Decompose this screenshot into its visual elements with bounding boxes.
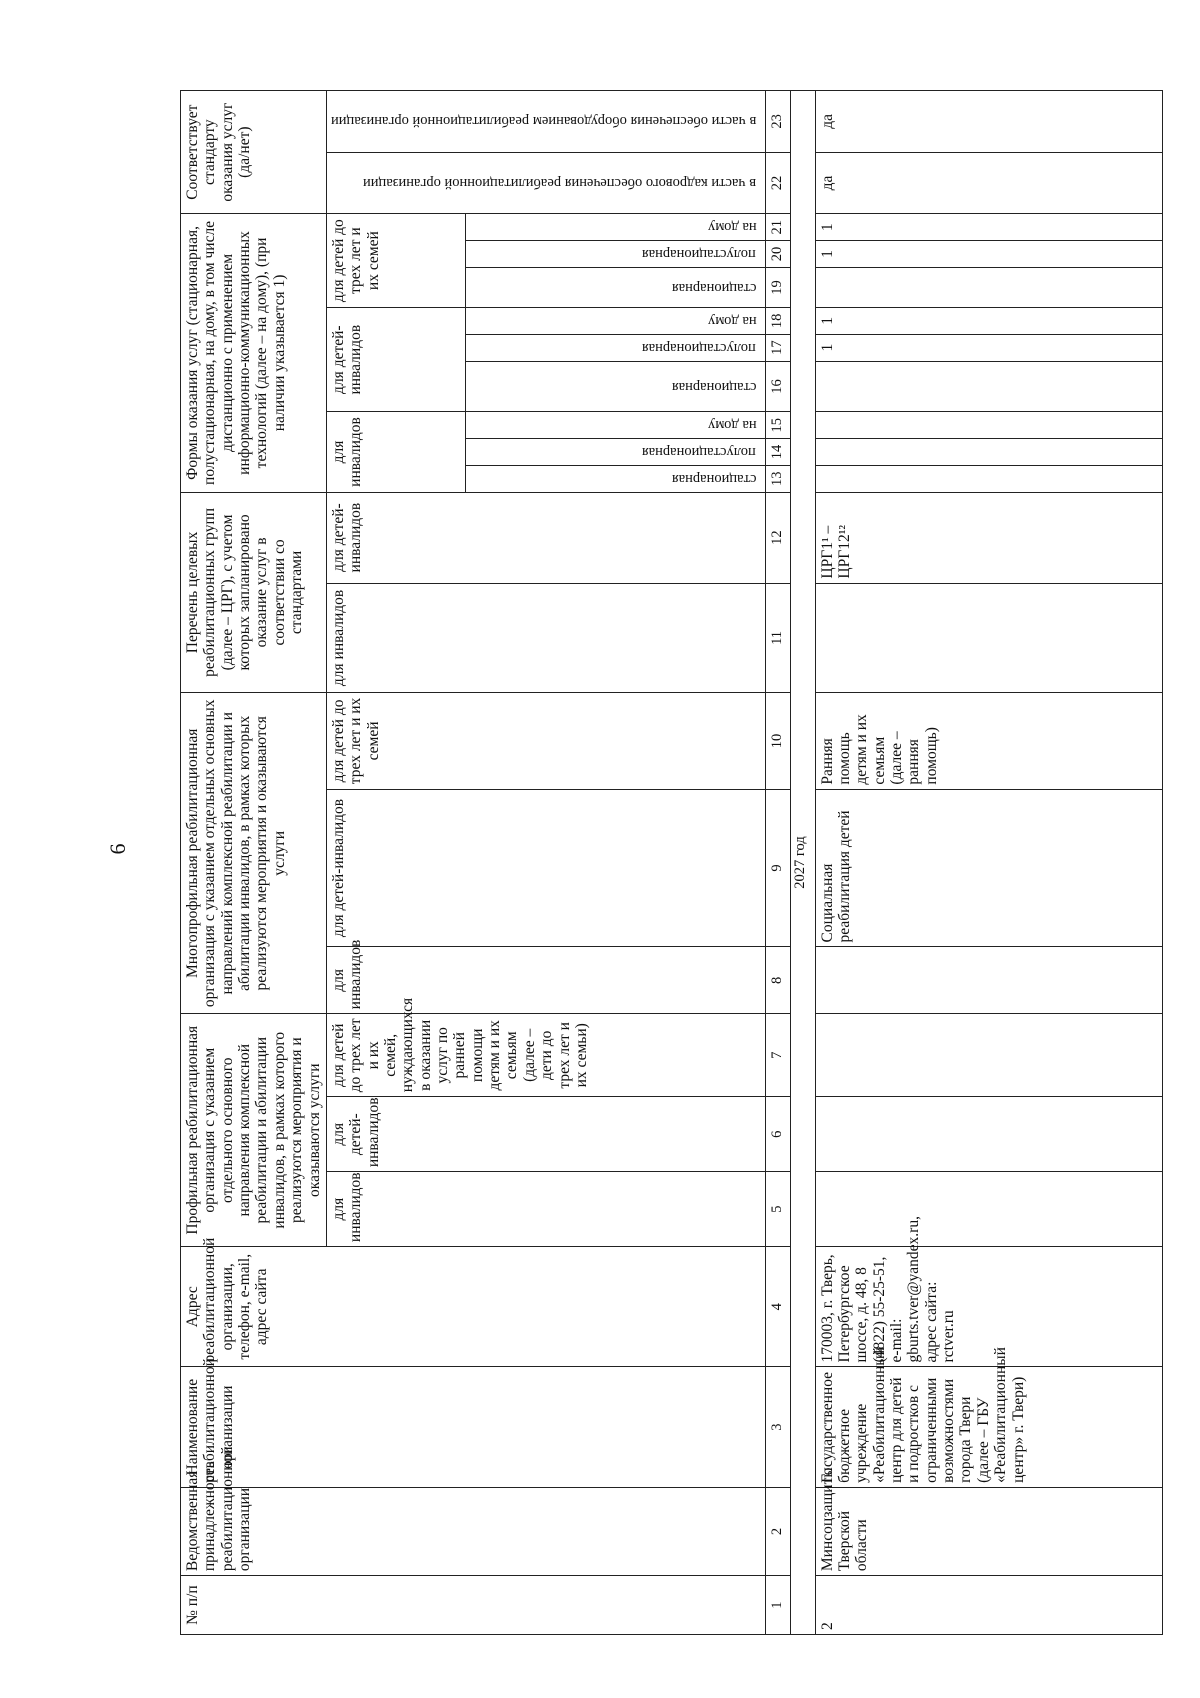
row-c21: 1 bbox=[815, 214, 1162, 241]
column-number: 7 bbox=[765, 1014, 790, 1097]
header-num: № п/п bbox=[181, 1576, 766, 1635]
header-forms-invalids-semistationary: полустационарная bbox=[465, 439, 765, 466]
row-c19 bbox=[815, 267, 1162, 307]
column-number: 16 bbox=[765, 361, 790, 412]
column-number-row bbox=[765, 91, 790, 1635]
header-profile-children-invalids: для детей-инвалидов bbox=[326, 1097, 765, 1172]
column-number: 17 bbox=[765, 334, 790, 361]
header-forms-invalids-home: на дому bbox=[465, 412, 765, 439]
column-number: 13 bbox=[765, 465, 790, 492]
row-c7 bbox=[815, 1014, 1162, 1097]
header-profile-invalids: для инвалидов bbox=[326, 1172, 765, 1247]
column-number: 11 bbox=[765, 583, 790, 693]
header-multi-invalids: для инвалидов bbox=[326, 947, 765, 1014]
header-standard-equipment: в части обеспечения оборудованием реабилитационной организации bbox=[326, 91, 765, 153]
header-forms-children-under3: для детей до трех лет и их семей bbox=[326, 214, 465, 308]
year-row bbox=[790, 91, 815, 1635]
row-address: 170003, г. Тверь, Петербургское шоссе, д. 48, 8 (4822) 55-25-51, e-mail: gburts.tver@yandex.ru, адрес сайта: rctver.ru bbox=[815, 1247, 1162, 1367]
row-c11 bbox=[815, 583, 1162, 693]
header-crg-invalids: для инвалидов bbox=[326, 583, 765, 693]
header-forms-children-invalids: для детей-инвалидов bbox=[326, 308, 465, 412]
header-forms-ci-home: на дому bbox=[465, 308, 765, 335]
header-address: Адрес реабилитационной организации, телефон, e-mail, адрес сайта bbox=[181, 1247, 766, 1367]
row-c12: ЦРГ1¹ – ЦРГ12¹² bbox=[815, 492, 1162, 583]
header-multi-children-under3: для детей до трех лет и их семей bbox=[326, 693, 765, 789]
header-profile-children-under3: для детей до трех лет и их семей, нуждающихся в оказании услуг по ранней помощи детям и их семьям (далее – дети до трех лет и их семьи) bbox=[326, 1014, 765, 1097]
header-forms-invalids-stationary: стационарная bbox=[465, 465, 765, 492]
column-number: 8 bbox=[765, 947, 790, 1014]
column-number: 19 bbox=[765, 267, 790, 307]
row-org-name: Государственное бюджетное учреждение «Реабилитационный центр для детей и подростков с ограниченными возможностями города Твери (далее – ГБУ «Реабилитационный центр» г. Твери) bbox=[815, 1367, 1162, 1487]
row-c18: 1 bbox=[815, 308, 1162, 335]
row-c13 bbox=[815, 465, 1162, 492]
header-standard-staff: в части кадрового обеспечения реабилитационной организации bbox=[326, 152, 765, 214]
row-c16 bbox=[815, 361, 1162, 412]
row-c20: 1 bbox=[815, 241, 1162, 268]
header-forms-ci-stationary: стационарная bbox=[465, 361, 765, 412]
row-num: 2 bbox=[815, 1576, 1162, 1635]
column-number: 23 bbox=[765, 91, 790, 153]
row-c14 bbox=[815, 439, 1162, 466]
year-label: 2027 год bbox=[790, 91, 815, 1635]
column-number: 14 bbox=[765, 439, 790, 466]
column-number: 1 bbox=[765, 1576, 790, 1635]
row-department: Минсоцзащиты Тверской области bbox=[815, 1487, 1162, 1575]
column-number: 18 bbox=[765, 308, 790, 335]
page-number: 6 bbox=[105, 843, 130, 855]
column-number: 3 bbox=[765, 1367, 790, 1487]
row-c22: да bbox=[815, 152, 1162, 214]
header-forms-u3-home: на дому bbox=[465, 214, 765, 241]
header-multi-children-invalids: для детей-инвалидов bbox=[326, 789, 765, 947]
column-number: 9 bbox=[765, 789, 790, 947]
header-forms-u3-stationary: стационарная bbox=[465, 267, 765, 307]
row-c23: да bbox=[815, 91, 1162, 153]
row-c10: Ранняя помощь детям и их семьям (далее – ранняя помощь) bbox=[815, 693, 1162, 789]
row-c8 bbox=[815, 947, 1162, 1014]
header-forms: Формы оказания услуг (стационарная, полустационарная, на дому, в том числе дистанционно с применением информационно-коммуникационных технологий (далее – на дому), (при наличии указывается 1) bbox=[181, 214, 327, 492]
header-forms-invalids: для инвалидов bbox=[326, 412, 465, 492]
column-number: 22 bbox=[765, 152, 790, 214]
row-c17: 1 bbox=[815, 334, 1162, 361]
column-number: 21 bbox=[765, 214, 790, 241]
column-number: 10 bbox=[765, 693, 790, 789]
row-c15 bbox=[815, 412, 1162, 439]
rehabilitation-organizations-table bbox=[180, 90, 1163, 1635]
header-profile-org: Профильная реабилитационная организация с указанием отдельного основного направления комплексной реабилитации и абилитации инвалидов, в рамках которого реализуются мероприятия и оказываются услуги bbox=[181, 1014, 327, 1247]
header-standard: Соответствует стандарту оказания услуг (да/нет) bbox=[181, 91, 327, 214]
header-forms-u3-semistationary: полустационарная bbox=[465, 241, 765, 268]
column-number: 12 bbox=[765, 492, 790, 583]
row-c6 bbox=[815, 1097, 1162, 1172]
header-department: Ведомственная принадлежность реабилитационной организации bbox=[181, 1487, 766, 1575]
column-number: 4 bbox=[765, 1247, 790, 1367]
header-crg: Перечень целевых реабилитационных групп (далее – ЦРГ), с учетом которых запланировано оказание услуг в соответствии со стандартами bbox=[181, 492, 327, 693]
row-c9: Социальная реабилитация детей bbox=[815, 789, 1162, 947]
header-org-name: Наименование реабилитационной организации bbox=[181, 1367, 766, 1487]
row-c5 bbox=[815, 1172, 1162, 1247]
table-row bbox=[815, 91, 1162, 1635]
column-number: 20 bbox=[765, 241, 790, 268]
column-number: 15 bbox=[765, 412, 790, 439]
column-number: 2 bbox=[765, 1487, 790, 1575]
column-number: 6 bbox=[765, 1097, 790, 1172]
rotated-table-container bbox=[180, 90, 1040, 1635]
column-number: 5 bbox=[765, 1172, 790, 1247]
header-forms-ci-semistationary: полустационарная bbox=[465, 334, 765, 361]
header-crg-children-invalids: для детей-инвалидов bbox=[326, 492, 765, 583]
header-multi-org: Многопрофильная реабилитационная организация с указанием отдельных основных направлений комплексной реабилитации и абилитации инвалидов, в рамках которых реализуются мероприятия и оказываются услуги bbox=[181, 693, 327, 1014]
